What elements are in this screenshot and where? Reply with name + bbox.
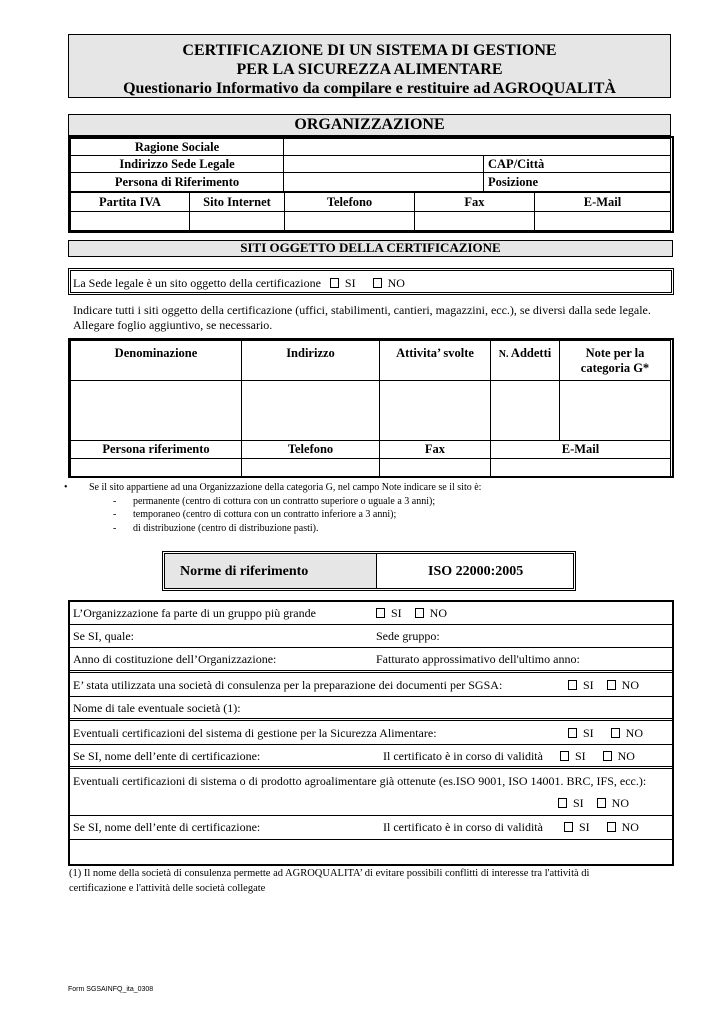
attivita-field[interactable] xyxy=(380,381,491,441)
organizzazione-table xyxy=(70,138,671,192)
ente-altre-label: Se SI, nome dell’ente di certificazione: xyxy=(73,820,261,834)
fatturato-label: Fatturato approssimativo dell'ultimo anno: xyxy=(376,652,580,666)
cert-sa-no-checkbox[interactable] xyxy=(611,728,620,738)
sede-gruppo-label: Sede gruppo: xyxy=(376,629,440,643)
siti-heading: SITI OGGETTO DELLA CERTIFICAZIONE xyxy=(68,240,673,257)
col-telefono: Telefono xyxy=(285,193,415,212)
cap-citta-label[interactable]: CAP/Città xyxy=(484,156,671,173)
norme-label: Norme di riferimento xyxy=(180,564,309,579)
dash-icon: - xyxy=(113,522,117,534)
notes-item-3: di distribuzione (centro di distribuzione pasti). xyxy=(133,522,319,534)
header-line-2: PER LA SICUREZZA ALIMENTARE xyxy=(236,61,503,78)
siti-instruction-2: Allegare foglio aggiuntivo, se necessario. xyxy=(73,318,273,332)
telefono-field[interactable] xyxy=(285,212,415,231)
gruppo-question: L’Organizzazione fa parte di un gruppo più grande xyxy=(73,606,316,620)
validita-si-checkbox[interactable] xyxy=(560,751,569,761)
addetti-label: Addetti xyxy=(508,346,552,360)
col-addetti xyxy=(491,341,560,381)
col-denominazione: Denominazione xyxy=(71,341,242,381)
cert-altre-question: Eventuali certificazioni di sistema o di prodotto agroalimentare già ottenute (es.ISO 9001, ISO 14001. BRC, IFS, ecc.): xyxy=(73,774,647,788)
cert-sa-si-label: SI xyxy=(583,726,594,740)
document-header xyxy=(68,34,671,98)
indirizzo-field[interactable] xyxy=(284,156,484,173)
sede-no-label: NO xyxy=(387,276,405,290)
consulenza-no-checkbox[interactable] xyxy=(607,680,616,690)
site-fax-field[interactable] xyxy=(380,459,491,477)
consulenza-no-label: NO xyxy=(621,678,640,692)
col-sito-internet: Sito Internet xyxy=(190,193,285,212)
cert-sa-no-label: NO xyxy=(625,726,644,740)
siti-table xyxy=(70,340,671,441)
category-g-notes xyxy=(64,481,481,535)
sito-internet-field[interactable] xyxy=(190,212,285,231)
partita-iva-field[interactable] xyxy=(71,212,190,231)
cert-sa-si-checkbox[interactable] xyxy=(568,728,577,738)
email-field[interactable] xyxy=(535,212,671,231)
gruppo-no-label: NO xyxy=(429,606,448,620)
norme-value: ISO 22000:2005 xyxy=(428,564,524,579)
col-indirizzo: Indirizzo xyxy=(242,341,380,381)
cert-sa-question: Eventuali certificazioni del sistema di gestione per la Sicurezza Alimentare: xyxy=(73,726,437,740)
cert-altre-no-checkbox[interactable] xyxy=(597,798,606,808)
sede-si-label: SI xyxy=(344,276,356,290)
validita-altre-no-checkbox[interactable] xyxy=(607,822,616,832)
sede-no-checkbox[interactable] xyxy=(373,278,382,288)
cert-altre-si-label: SI xyxy=(573,796,584,810)
footnote-line-2: certificazione e l'attività delle società collegate xyxy=(69,883,266,894)
persona-field[interactable] xyxy=(284,173,484,192)
validita-altre-si-label: SI xyxy=(578,820,590,834)
consulenza-si-checkbox[interactable] xyxy=(568,680,577,690)
cert-altre-si-checkbox[interactable] xyxy=(558,798,567,808)
col-site-telefono: Telefono xyxy=(242,441,380,459)
footnote xyxy=(69,866,589,896)
validita-altre-no-label: NO xyxy=(621,820,639,834)
persona-label: Persona di Riferimento xyxy=(71,173,284,192)
dash-icon: - xyxy=(113,509,117,520)
bullet-icon: • xyxy=(64,482,68,493)
siti-contacts-table xyxy=(70,440,671,477)
col-site-email: E-Mail xyxy=(491,441,671,459)
validita-altre-si-checkbox[interactable] xyxy=(564,822,573,832)
form-code: Form SGSAINFQ_ita_0308 xyxy=(68,986,154,993)
col-attivita: Attivita’ svolte xyxy=(380,341,491,381)
validita-altre-label: Il certificato è in corso di validità xyxy=(383,820,543,834)
site-email-field[interactable] xyxy=(491,459,671,477)
footnote-line-1: (1) Il nome della società di consulenza permette ad AGROQUALITA’ di evitare possibili conflitti di interesse tra l'attività di xyxy=(69,868,590,879)
persona-riferimento-field[interactable] xyxy=(71,459,242,477)
col-email: E-Mail xyxy=(535,193,671,212)
note-line-2: categoria G* xyxy=(580,361,650,375)
cert-altre-no-label: NO xyxy=(611,796,630,810)
consulenza-question: E’ stata utilizzata una società di consulenza per la preparazione dei documenti per SGSA: xyxy=(73,678,503,692)
posizione-label[interactable]: Posizione xyxy=(484,173,671,192)
col-site-fax: Fax xyxy=(380,441,491,459)
fax-field[interactable] xyxy=(415,212,535,231)
validita-no-label: NO xyxy=(617,749,635,763)
dash-icon: - xyxy=(113,495,117,507)
ente-label: Se SI, nome dell’ente di certificazione: xyxy=(73,749,261,763)
gruppo-si-checkbox[interactable] xyxy=(376,608,385,618)
ragione-sociale-label: Ragione Sociale xyxy=(71,139,284,156)
denominazione-field[interactable] xyxy=(71,381,242,441)
note-line-1: Note per la xyxy=(585,346,645,360)
consulenza-si-label: SI xyxy=(583,678,594,692)
ragione-sociale-field[interactable] xyxy=(284,139,671,156)
sede-legale-box xyxy=(68,268,674,295)
col-fax: Fax xyxy=(415,193,535,212)
gruppo-no-checkbox[interactable] xyxy=(415,608,424,618)
sede-si-checkbox[interactable] xyxy=(330,278,339,288)
site-indirizzo-field[interactable] xyxy=(242,381,380,441)
col-persona-riferimento: Persona riferimento xyxy=(71,441,242,459)
notes-item-1: permanente (centro di cottura con un contratto superiore o uguale a 3 anni); xyxy=(133,495,436,507)
anno-costituzione-label: Anno di costituzione dell’Organizzazione: xyxy=(73,652,277,666)
col-partita-iva: Partita IVA xyxy=(71,193,190,212)
header-line-3: Questionario Informativo da compilare e restituire ad AGROQUALITÀ xyxy=(123,80,616,97)
validita-si-label: SI xyxy=(574,749,586,763)
addetti-field[interactable] xyxy=(491,381,560,441)
se-si-quale-label: Se SI, quale: xyxy=(73,629,134,643)
notes-item-2: temporaneo (centro di cottura con un contratto inferiore a 3 anni); xyxy=(133,509,397,520)
notes-bullet-text: Se il sito appartiene ad una Organizzazione della categoria G, nel campo Note indicare se il sito è: xyxy=(89,482,482,493)
note-field[interactable] xyxy=(560,381,671,441)
validita-no-checkbox[interactable] xyxy=(603,751,612,761)
norme-box xyxy=(162,551,576,591)
siti-instruction-1: Indicare tutti i siti oggetto della certificazione (uffici, stabilimenti, cantieri, magazzini, ecc.), se diversi dalla sede legale. xyxy=(73,303,651,317)
validita-label: Il certificato è in corso di validità xyxy=(383,749,543,763)
site-telefono-field[interactable] xyxy=(242,459,380,477)
header-line-1: CERTIFICAZIONE DI UN SISTEMA DI GESTIONE xyxy=(182,42,557,59)
indirizzo-label: Indirizzo Sede Legale xyxy=(71,156,284,173)
gruppo-si-label: SI xyxy=(391,606,402,620)
nome-societa-label: Nome di tale eventuale società (1): xyxy=(73,701,241,715)
organizzazione-contacts-table xyxy=(70,192,671,231)
sede-legale-question: La Sede legale è un sito oggetto della certificazione xyxy=(73,276,321,290)
organizzazione-heading: ORGANIZZAZIONE xyxy=(68,114,671,136)
col-note xyxy=(560,341,671,381)
n-prefix: N. xyxy=(498,349,509,360)
